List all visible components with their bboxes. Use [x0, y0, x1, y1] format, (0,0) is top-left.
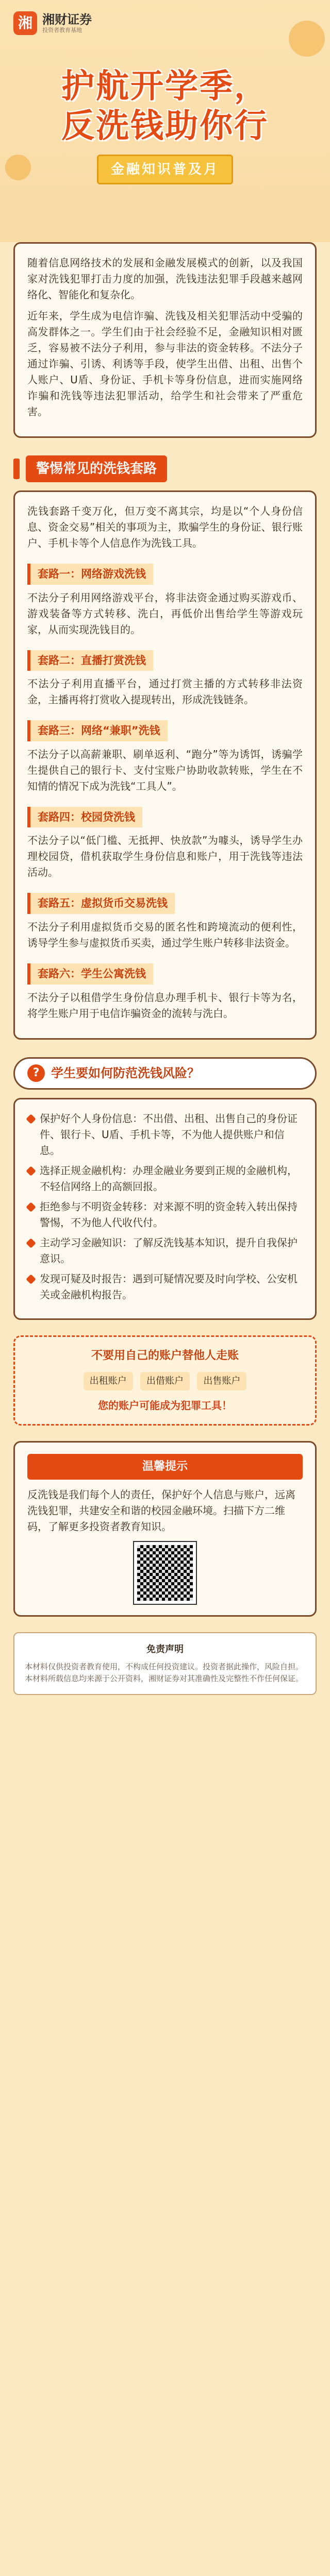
question-icon: ? — [27, 1064, 45, 1082]
prevention-item — [27, 1111, 303, 1159]
bullet-diamond-icon — [26, 1238, 36, 1248]
prevention-item — [27, 1235, 303, 1267]
reminder-title: 温馨提示 — [27, 1454, 303, 1480]
prevention-item — [27, 1199, 303, 1231]
scheme-item — [27, 713, 303, 794]
hero-title — [31, 67, 299, 184]
reminder-card — [13, 1441, 317, 1617]
bullet-diamond-icon — [26, 1166, 36, 1176]
section-bar-icon — [13, 459, 20, 479]
scheme-item-body: 不法分子以高薪兼职、刷单返利、“跑分”等为诱饵，诱骗学生提供自己的银行卡、支付宝账户协助收款转账，学生在不知情的情况下成为洗钱“工具人”。 — [27, 748, 303, 792]
disclaimer — [13, 1632, 317, 1695]
scheme-item — [27, 956, 303, 1022]
prevention-item — [27, 1271, 303, 1303]
scheme-item — [27, 643, 303, 708]
qr-row — [27, 1542, 303, 1604]
bullet-diamond-icon — [26, 1274, 36, 1284]
brand-logo-icon: 湘 — [13, 11, 37, 35]
scheme-item-title: 套路三：网络“兼职”洗钱 — [27, 720, 168, 741]
prevention-text: 发现可疑及时报告：遇到可疑情况要及时向学校、公安机关或金融机构报告。 — [40, 1272, 298, 1301]
scheme-item — [27, 556, 303, 638]
intro-paragraph-1: 随着信息网络技术的发展和金融发展模式的创新，以及我国家对洗钱犯罪打击力度的加强，洗钱违法犯罪手段越来越网络化、智能化和复杂化。 — [27, 257, 303, 301]
prevention-text: 保护好个人身份信息：不出借、出租、出售自己的身份证件、银行卡、U盾、手机卡等，不为他人提供账户和信息。 — [40, 1112, 298, 1157]
question-title: 学生要如何防范洗钱风险？ — [51, 1065, 200, 1080]
reminder-body: 反洗钱是我们每个人的责任，保护好个人信息与账户，远离洗钱犯罪，共建安全和谐的校园金融环境。扫描下方二维码，了解更多投资者教育知识。 — [27, 1488, 295, 1533]
prevention-text: 选择正规金融机构：办理金融业务要到正规的金融机构，不轻信网络上的高额回报。 — [40, 1164, 298, 1193]
scheme-item-body: 不法分子利用直播平台，通过打赏主播的方式转移非法资金，主播再将打赏收入提现转出，形成洗钱链条。 — [27, 677, 303, 706]
scheme-item-body: 不法分子以“低门槛、无抵押、快放款”为噱头，诱导学生办理校园贷，借机获取学生身份信息和账户，用于洗钱等违法活动。 — [27, 834, 303, 879]
decor-circle — [289, 21, 325, 57]
intro-card — [13, 242, 317, 438]
warning-box — [13, 1335, 317, 1426]
scheme-intro: 洗钱套路千变万化，但万变不离其宗，均是以“个人身份信息、资金交易”相关的事项为主，欺骗学生的身份证、银行账户、手机卡等个人信息作为洗钱工具。 — [27, 505, 303, 550]
prevention-card — [13, 1098, 317, 1320]
intro-paragraph-2: 近年来，学生成为电信诈骗、洗钱及相关犯罪活动中受骗的高发群体之一。学生们由于社会经验不足，金融知识相对匮乏，容易被不法分子利用，参与非法的资金转移。不法分子通过诈骗、引诱、利诱等手段，使学生出借、出租、出售个人账户、U盾、身份证、手机卡等身份信息，进而实施网络诈骗和洗钱等违法犯罪活动，给学生和社会带来了严重危害。 — [27, 310, 303, 418]
scheme-item — [27, 800, 303, 881]
scheme-item-body: 不法分子利用虚拟货币交易的匿名性和跨境流动的便利性，诱导学生参与虚拟货币买卖，通过学生账户转移非法资金。 — [27, 921, 303, 950]
bullet-diamond-icon — [26, 1114, 36, 1124]
scheme-item — [27, 886, 303, 951]
warning-title: 不要用自己的账户替他人走账 — [91, 1349, 239, 1362]
section-title: 警惕常见的洗钱套路 — [26, 455, 167, 482]
warning-chip: 出租账户 — [84, 1372, 133, 1391]
scheme-item-title: 套路一：网络游戏洗钱 — [27, 564, 153, 585]
warning-chip: 出售账户 — [197, 1372, 246, 1391]
warning-chips — [25, 1370, 305, 1393]
brand — [13, 11, 92, 35]
qr-code-icon[interactable] — [134, 1542, 196, 1604]
warning-chip: 出借账户 — [140, 1372, 190, 1391]
scheme-item-body: 不法分子以租借学生身份信息办理手机卡、银行卡等为名，将学生账户用于电信诈骗资金的流转与洗白。 — [27, 991, 303, 1020]
brand-name: 湘财证券 — [42, 12, 92, 27]
bullet-diamond-icon — [26, 1202, 36, 1212]
scheme-item-body: 不法分子利用网络游戏平台，将非法资金通过购买游戏币、游戏装备等方式转移、洗白，再低价出售给学生等游戏玩家，从而实现洗钱目的。 — [27, 591, 303, 636]
hero-subtitle-badge: 金融知识普及月 — [97, 155, 233, 184]
scheme-item-title: 套路二：直播打赏洗钱 — [27, 650, 153, 671]
brand-slogan: 投资者教育基地 — [42, 26, 82, 33]
question-banner — [13, 1057, 317, 1090]
prevention-text: 拒绝参与不明资金转移：对来源不明的资金转入转出保持警惕，不为他人代收代付。 — [40, 1200, 298, 1229]
warning-note: 您的账户可能成为犯罪工具！ — [98, 1399, 232, 1412]
header — [0, 0, 330, 242]
prevention-item — [27, 1163, 303, 1195]
prevention-text: 主动学习金融知识：了解反洗钱基本知识，提升自我保护意识。 — [40, 1236, 298, 1265]
scheme-item-title: 套路五：虚拟货币交易洗钱 — [27, 893, 175, 914]
decor-circle — [5, 155, 31, 180]
disclaimer-title: 免责声明 — [146, 1643, 184, 1655]
scheme-card — [13, 490, 317, 1039]
hero-line-2: 反洗钱助你行 — [61, 107, 269, 145]
disclaimer-body: 本材料仅供投资者教育使用，不构成任何投资建议。投资者据此操作，风险自担。本材料所载信息均来源于公开资料，湘财证券对其准确性及完整性不作任何保证。 — [25, 1662, 304, 1683]
hero-line-1: 护航开学季， — [61, 67, 269, 106]
scheme-item-title: 套路六：学生公寓洗钱 — [27, 963, 153, 985]
section-header-1 — [13, 455, 317, 482]
scheme-item-title: 套路四：校园贷洗钱 — [27, 807, 142, 828]
